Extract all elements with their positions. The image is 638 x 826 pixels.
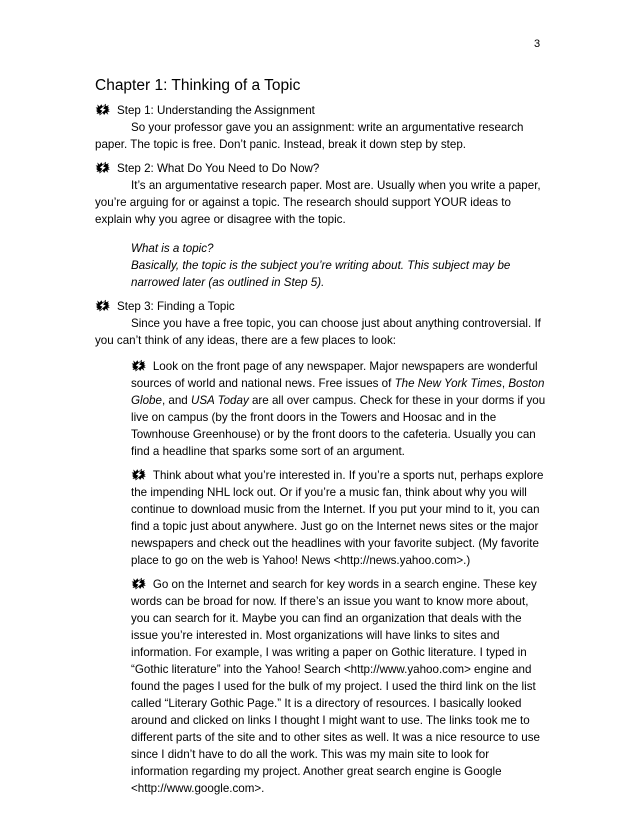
step-1-heading: 🗱 Step 1: Understanding the Assignment <box>95 102 315 117</box>
paragraph-line: So your professor gave you an assignment: write an argumentative research <box>131 121 524 134</box>
sub-bullet-internet-search: 🗱 Go on the Internet and search for key words in a search engine. These key <box>131 576 537 591</box>
paragraph-line: words can be broad for now. If there’s an issue you want to know more about, <box>131 595 529 608</box>
paragraph-line: the impending NHL lock out. Or if you’re a music fan, think about why you will <box>131 486 527 499</box>
paragraph-line: continue to download music from the Internet. If you put your mind to it, you can <box>131 503 540 516</box>
paragraph-line: Since you have a free topic, you can choose just about anything controversial. If <box>131 317 541 330</box>
paragraph-line: live on campus (by the front doors in the Towers and Hoosac and in the <box>131 411 497 424</box>
paragraph-line: sources of world and national news. Free issues of The New York Times, Boston <box>131 377 545 390</box>
paragraph-line: Townhouse Greenhouse) or by the front doors to the cafeteria. Usually you can <box>131 428 536 441</box>
paragraph-line: around and clicked on links I thought I might want to use. The links took me to <box>131 714 530 727</box>
paragraph-line: newspapers and check out the headlines with your favorite subject. (My favorite <box>131 537 539 550</box>
sub-bullet-newspaper: 🗱 Look on the front page of any newspaper. Major newspapers are wonderful <box>131 358 538 373</box>
paragraph-line: different parts of the site and to other sites as well. It was a nice resource to use <box>131 731 541 744</box>
aside-line: Basically, the topic is the subject you’re writing about. This subject may be <box>131 259 511 272</box>
paragraph-line: called “Literary Gothic Page.” It is a directory of resources. I basically looked <box>131 697 522 710</box>
aside-heading: What is a topic? <box>131 242 214 255</box>
step-3-heading: 🗱 Step 3: Finding a Topic <box>95 298 235 313</box>
paragraph-line: you can’t think of any ideas, there are a few places to look: <box>95 334 396 347</box>
paragraph-line: you can search for it. Maybe you can find an organization that deals with the <box>131 612 522 625</box>
sub-bullet-interests: 🗱 Think about what you’re interested in. If you’re a sports nut, perhaps explore <box>131 467 544 482</box>
paragraph-line: <http://www.google.com>. <box>131 782 265 795</box>
paragraph-line: Globe, and USA Today are all over campus. Check for these in your dorms if you <box>131 394 546 407</box>
paragraph-line: explain why you agree or disagree with the topic. <box>95 213 346 226</box>
page-number: 3 <box>534 38 541 50</box>
step-2-heading: 🗱 Step 2: What Do You Need to Do Now? <box>95 160 320 175</box>
paragraph-line: found the pages I used for the bulk of my project. I used the third link on the list <box>131 680 536 693</box>
paragraph-line: place to go on the web is Yahoo! News <http://news.yahoo.com>.) <box>131 554 471 567</box>
mouse-pointer-icon: 🗱 <box>95 102 111 117</box>
paragraph-line: find a headline that sparks some sort of an argument. <box>131 445 405 458</box>
paragraph-line: “Gothic literature” into the Yahoo! Search <http://www.yahoo.com> engine and <box>131 663 532 676</box>
paragraph-line: since I didn’t have to do all the work. This was my main site to look for <box>131 748 490 761</box>
paragraph-line: information regarding my project. Another great search engine is Google <box>131 765 502 778</box>
paragraph-line: find a topic just about anywhere. Just go on the Internet news sites or the major <box>131 520 539 533</box>
mouse-pointer-icon: 🗱 <box>95 160 111 175</box>
paragraph-line: you’re arguing for or against a topic. The research should support YOUR ideas to <box>95 196 511 209</box>
mouse-pointer-icon: 🗱 <box>95 298 111 313</box>
paragraph-line: paper. The topic is free. Don’t panic. Instead, break it down step by step. <box>95 138 466 151</box>
paragraph-line: It’s an argumentative research paper. Most are. Usually when you write a paper, <box>131 179 541 192</box>
paragraph-line: information. For example, I was writing a paper on Gothic literature. I typed in <box>131 646 527 659</box>
mouse-pointer-icon: 🗱 <box>131 358 147 373</box>
mouse-pointer-icon: 🗱 <box>131 467 147 482</box>
mouse-pointer-icon: 🗱 <box>131 576 147 591</box>
aside-line: narrowed later (as outlined in Step 5). <box>131 276 325 289</box>
chapter-title: Chapter 1: Thinking of a Topic <box>95 77 301 94</box>
paragraph-line: issue you’re interested in. Most organizations will have links to sites and <box>131 629 500 642</box>
